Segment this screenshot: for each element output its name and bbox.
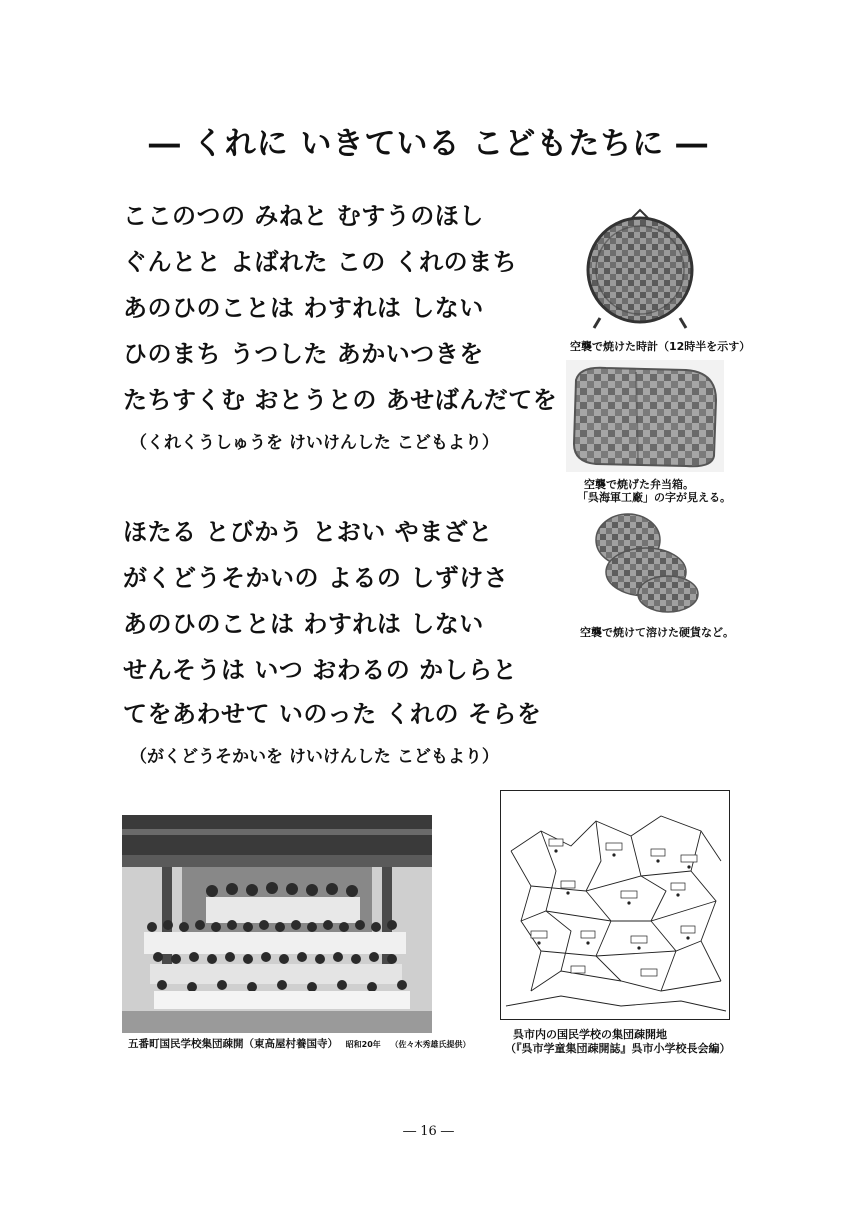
coins-caption: 空襲で焼けて溶けた硬貨など。 (580, 626, 734, 639)
poem-2-line: がくどうそかいの よるの しずけさ (123, 564, 509, 592)
lunchbox-caption-2: 「呉海軍工廠」の字が見える。 (577, 491, 731, 504)
melted-coins-photo (588, 510, 706, 616)
poem-2-line: せんそうは いつ おわるの かしらと (123, 656, 518, 684)
school-photo-credit: （佐々木秀雄氏提供） (390, 1040, 471, 1049)
poem-2-note: （がくどうそかいを けいけんした こどもより） (130, 747, 499, 767)
poem-1-line: ぐんとと よばれた この くれのまち (123, 248, 518, 276)
poem-1-line: たちすくむ おとうとの あせばんだてを (123, 386, 558, 414)
clock-caption: 空襲で焼けた時計（12時半を示す） (570, 340, 751, 353)
school-photo-caption (128, 1038, 470, 1051)
poem-1-line: あのひのことは わすれは しない (123, 294, 484, 322)
poem-1-line: ここのつの みねと むすうのほし (123, 202, 484, 230)
poem-1-line: ひのまち うつした あかいつきを (123, 340, 484, 368)
poem-2-line: ほたる とびかう とおい やまざと (123, 518, 493, 546)
burnt-clock-photo (580, 208, 700, 334)
poem-1-note: （くれくうしゅうを けいけんした こどもより） (130, 433, 499, 453)
school-evacuation-photo (122, 815, 432, 1033)
map-caption-1: 呉市内の国民学校の集団疎開地 (513, 1028, 667, 1041)
burnt-lunchbox-photo (566, 360, 724, 472)
page-title: ― くれに いきている こどもたちに ― (148, 126, 709, 162)
lunchbox-caption-1: 空襲で焼げた弁当箱。 (584, 478, 694, 491)
map-caption-2: （『呉市学童集団疎開誌』呉市小学校長会編） (505, 1042, 731, 1055)
poem-2-line: てをあわせて いのった くれの そらを (123, 700, 542, 728)
poem-2-line: あのひのことは わすれは しない (123, 610, 484, 638)
school-photo-caption-main: 五番町国民学校集団疎開（東高屋村養国寺） (128, 1038, 338, 1050)
school-photo-date: 昭和20年 (345, 1040, 381, 1049)
evacuation-map (500, 790, 730, 1020)
page-number: ― 16 ― (403, 1124, 454, 1139)
